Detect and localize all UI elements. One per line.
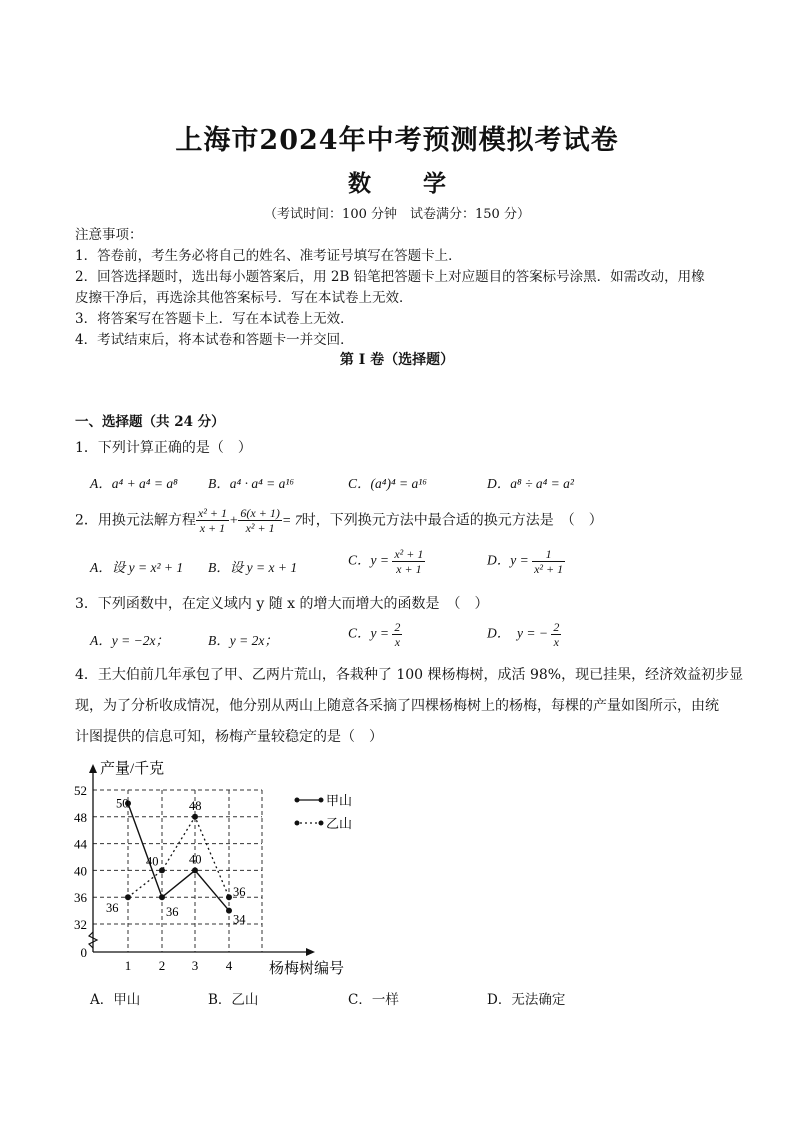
data-point (159, 867, 165, 873)
question-1-option-c: C．(a⁴)⁴ = a¹⁶ (348, 476, 427, 491)
fraction-numerator: 2 (394, 620, 401, 634)
data-label: 36 (106, 901, 119, 916)
y-tick-label: 32 (74, 917, 87, 932)
x-tick-label: 1 (124, 958, 132, 973)
option-c-prefix: C．y = (348, 625, 389, 641)
notice-item: 2．回答选择题时，选出每小题答案后，用 2B 铅笔把答题卡上对应题目的答案标号涂黑．如需改动，用橡 (75, 269, 705, 285)
data-point (226, 894, 232, 900)
legend-label: 甲山 (326, 793, 353, 808)
question-2-stem (75, 506, 603, 535)
question-4-stem (75, 660, 744, 753)
question-3-stem: 3．下列函数中，在定义域内 y 随 x 的增大而增大的函数是 （ ） (75, 596, 489, 612)
fraction-numerator: 1 (532, 547, 565, 562)
legend-marker (295, 798, 300, 803)
question-4-option-d: D．无法确定 (487, 992, 566, 1008)
yield-line-chart (55, 748, 375, 978)
option-c-fraction (392, 620, 402, 649)
data-point (192, 867, 198, 873)
question-3-option-a: A．y = −2x； (90, 633, 169, 648)
legend-marker (319, 798, 324, 803)
question-1-option-d: D．a⁸ ÷ a⁴ = a² (487, 476, 574, 491)
question-4-line: 4．王大伯前几年承包了甲、乙两片荒山，各栽种了 100 棵杨梅树，成活 98%，现已挂果，经济效益初步显 (75, 667, 744, 683)
series-yishan-line (128, 817, 229, 897)
subject-title: 数 学 (347, 170, 468, 197)
y-axis-arrow (89, 764, 97, 773)
data-point (159, 894, 165, 900)
question-3-option-d (487, 620, 561, 649)
question-3-option-c (348, 620, 402, 649)
question-2-fraction-1 (196, 506, 229, 535)
plus-sign: + (228, 513, 239, 529)
question-2-option-b: B．设 y = x + 1 (208, 560, 298, 575)
fraction-numerator: x² + 1 (394, 547, 424, 561)
y-axis-label: 产量/千克 (100, 761, 165, 777)
fraction-numerator: 6(x + 1) (240, 506, 280, 520)
option-d-prefix: D． y = − (487, 625, 548, 641)
y-tick-label: 40 (74, 863, 87, 879)
x-tick-label: 3 (191, 958, 199, 973)
option-c-fraction (392, 547, 425, 576)
part-title: 一、选择题（共 24 分） (75, 414, 225, 430)
fraction-denominator: x + 1 (199, 521, 226, 535)
x-axis-label: 杨梅树编号 (269, 961, 345, 977)
option-d-prefix: D．y = (487, 552, 529, 568)
legend-marker (319, 821, 324, 826)
question-1-stem: 1．下列计算正确的是（ ） (75, 440, 252, 456)
fraction-denominator: x² + 1 (245, 521, 275, 535)
question-4-line: 计图提供的信息可知，杨梅产量较稳定的是（ ） (75, 729, 383, 745)
question-2-stem-pre: 2．用换元法解方程 (75, 512, 196, 529)
question-1-option-a: A．a⁴ + a⁴ = a⁸ (90, 476, 178, 491)
fraction-denominator: x² + 1 (534, 562, 564, 576)
fraction-denominator: x (553, 635, 559, 649)
data-label: 34 (233, 912, 246, 927)
fraction-numerator: x² + 1 (197, 506, 227, 520)
option-d-fraction (532, 547, 565, 576)
question-2-fraction-2 (238, 506, 281, 535)
y-tick-label: 48 (74, 809, 87, 825)
page-title: 上海市2024年中考预测模拟考试卷 (175, 125, 619, 156)
notice-heading: 注意事项： (75, 227, 143, 243)
question-4-option-c: C．一样 (348, 992, 399, 1008)
question-3-option-b: B．y = 2x； (208, 633, 278, 648)
data-label: 40 (146, 854, 159, 869)
y-tick-label: 36 (74, 890, 87, 906)
fraction-denominator: x (394, 635, 401, 649)
question-4-option-a: A．甲山 (90, 992, 141, 1008)
data-point (226, 908, 232, 914)
notice-item: 皮擦干净后，再选涂其他答案标号．写在本试卷上无效． (75, 290, 413, 306)
y-tick-label: 52 (74, 783, 87, 798)
question-4-line: 现，为了分析收成情况，他分别从两山上随意各采摘了四棵杨梅树上的杨梅，每棵的产量如图所示，由统 (75, 698, 719, 714)
section-title: 第 I 卷（选择题） (339, 352, 455, 368)
question-2-option-c (348, 547, 425, 576)
option-d-fraction (551, 620, 561, 649)
fraction-numerator: 2 (553, 620, 560, 634)
data-label: 48 (189, 798, 202, 813)
question-4-option-b: B．乙山 (208, 992, 259, 1008)
x-tick-label: 4 (225, 958, 233, 973)
y-tick-label: 44 (74, 836, 87, 852)
x-tick-label: 2 (158, 958, 166, 973)
data-label: 36 (166, 905, 179, 920)
legend-label: 乙山 (326, 816, 353, 831)
data-label: 36 (233, 885, 246, 900)
data-point (192, 814, 198, 820)
fraction-denominator: x + 1 (396, 562, 422, 576)
option-c-prefix: C．y = (348, 552, 389, 568)
question-2-option-d (487, 547, 565, 576)
exam-info: （考试时间：100 分钟 试卷满分：150 分） (264, 207, 530, 222)
question-2-stem-post: 时，下列换元方法中最合适的换元方法是 （ ） (301, 512, 603, 529)
legend-marker (295, 821, 300, 826)
equals-seven: = 7 (281, 513, 302, 529)
notice-item: 1．答卷前，考生务必将自己的姓名、准考证号填写在答题卡上． (75, 248, 462, 264)
question-1-option-b: B．a⁴ · a⁴ = a¹⁶ (208, 476, 295, 491)
notice-item: 4．考试结束后，将本试卷和答题卡一并交回． (75, 332, 354, 348)
question-2-option-a: A．设 y = x² + 1 (90, 560, 184, 575)
notice-item: 3．将答案写在答题卡上．写在本试卷上无效． (75, 311, 354, 327)
y-tick-label: 0 (80, 945, 87, 960)
data-label: 50 (116, 796, 129, 811)
data-point (125, 894, 131, 900)
x-axis-arrow (306, 948, 315, 956)
series-jiashan-line (128, 803, 229, 910)
data-label: 40 (189, 852, 202, 867)
